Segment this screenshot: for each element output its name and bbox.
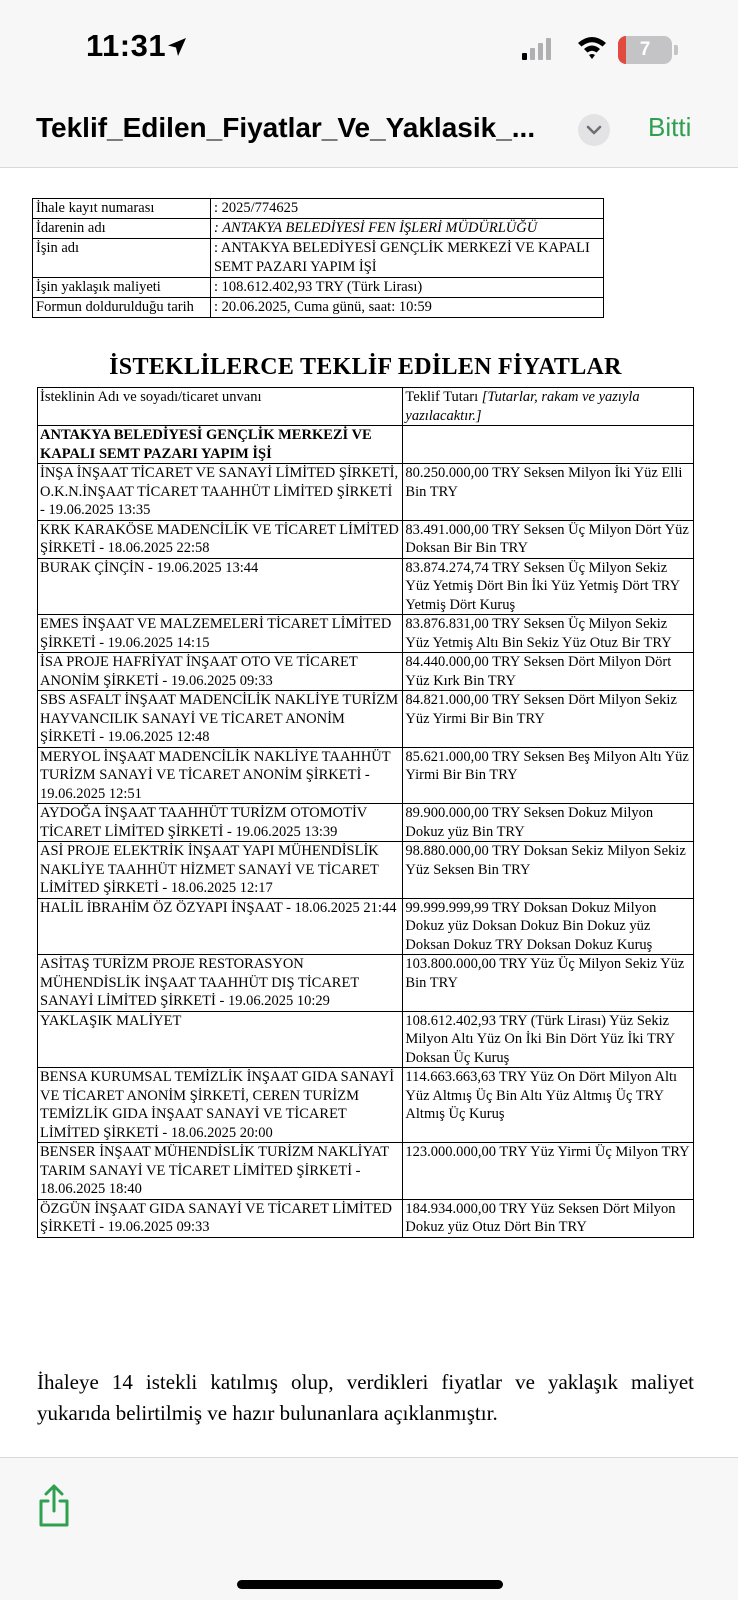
amount-header-note: [Tutarlar, rakam ve yazıyla yazılacaktır.] — [405, 389, 640, 424]
column-header-bidder: İsteklinin Adı ve soyadı/ticaret unvanı — [38, 388, 403, 426]
info-label: Formun doldurulduğu tarih — [33, 298, 211, 318]
info-value: : 20.06.2025, Cuma günü, saat: 10:59 — [211, 298, 604, 318]
table-row — [38, 898, 694, 955]
table-row — [38, 842, 694, 899]
info-value: : 108.612.402,93 TRY (Türk Lirası) — [211, 278, 604, 298]
project-title: ANTAKYA BELEDİYESİ GENÇLİK MERKEZİ VE KAPALI SEMT PAZARI YAPIM İŞİ — [38, 426, 403, 464]
bid-amount-cell: 99.999.999,99 TRY Doksan Dokuz Milyon Dokuz yüz Doksan Dokuz Bin Dokuz yüz Doksan Dokuz TRY Doksan Dokuz Kuruş — [403, 898, 694, 955]
location-arrow-icon — [166, 36, 188, 58]
title-menu-button[interactable] — [578, 114, 610, 146]
table-row — [38, 558, 694, 615]
table-row — [38, 1199, 694, 1237]
done-button[interactable]: Bitti — [648, 112, 692, 142]
bid-amount-cell: 108.612.402,93 TRY (Türk Lirası) Yüz Sekiz Milyon Altı Yüz On İki Bin Dört Yüz İki TRY Doksan Üç Kuruş — [403, 1011, 694, 1068]
bid-amount-cell: 83.491.000,00 TRY Seksen Üç Milyon Dört Yüz Doksan Bir Bin TRY — [403, 520, 694, 558]
cellular-signal-icon — [522, 38, 552, 60]
bid-amount-cell: 184.934.000,00 TRY Yüz Seksen Dört Milyon Dokuz yüz Otuz Dört Bin TRY — [403, 1199, 694, 1237]
table-row — [38, 615, 694, 653]
table-row — [38, 747, 694, 804]
info-row — [33, 239, 604, 278]
table-row — [38, 804, 694, 842]
bidder-name-cell: BURAK ÇİNÇİN - 19.06.2025 13:44 — [38, 558, 403, 615]
info-label: İhale kayıt numarası — [33, 199, 211, 219]
info-value: : ANTAKYA BELEDİYESİ GENÇLİK MERKEZİ VE KAPALI SEMT PAZARI YAPIM İŞİ — [211, 239, 604, 278]
bidder-name-cell: MERYOL İNŞAAT MADENCİLİK NAKLİYE TAAHHÜT TURİZM SANAYİ VE TİCARET ANONİM ŞİRKETİ - 19.06.2025 12:51 — [38, 747, 403, 804]
battery-level: 7 — [639, 39, 651, 60]
status-time: 11:31 — [86, 28, 167, 63]
table-row — [38, 1011, 694, 1068]
amount-header-text: Teklif Tutarı — [405, 389, 482, 405]
bid-amount-cell: 89.900.000,00 TRY Seksen Dokuz Milyon Dokuz yüz Bin TRY — [403, 804, 694, 842]
info-row — [33, 298, 604, 318]
bidder-name-cell: İNŞA İNŞAAT TİCARET VE SANAYİ LİMİTED ŞİRKETİ, O.K.N.İNŞAAT TİCARET TAAHHÜT LİMİTED ŞİRKETİ - 19.06.2025 13:35 — [38, 464, 403, 521]
document-page[interactable] — [0, 169, 738, 1457]
bid-amount-cell: 84.821.000,00 TRY Seksen Dört Milyon Sekiz Yüz Yirmi Bir Bin TRY — [403, 691, 694, 748]
bidder-name-cell: ASİ PROJE ELEKTRİK İNŞAAT YAPI MÜHENDİSLİK NAKLİYE TAAHHÜT HİZMET SANAYİ VE TİCARET LİMİTED ŞİRKETİ - 18.06.2025 12:17 — [38, 842, 403, 899]
chevron-down-icon — [586, 124, 602, 136]
battery-icon — [618, 36, 672, 64]
column-header-amount — [403, 388, 694, 426]
bidder-name-cell: ASİTAŞ TURİZM PROJE RESTORASYON MÜHENDİSLİK İNŞAAT TAAHHÜT DIŞ TİCARET SANAYİ LİMİTED ŞİRKETİ - 19.06.2025 10:29 — [38, 955, 403, 1012]
table-row — [38, 520, 694, 558]
bids-table — [37, 387, 694, 1238]
summary-text: İhaleye 14 istekli katılmış olup, verdikleri fiyatlar ve yaklaşık maliyet yukarıda belirtilmiş ve hazır bulunanlara açıklanmıştır. — [37, 1370, 694, 1425]
table-row — [38, 1068, 694, 1143]
bid-amount-cell: 83.874.274,74 TRY Seksen Üç Milyon Sekiz Yüz Yetmiş Dört Bin İki Yüz Yetmiş Dört TRY Yetmiş Dört Kuruş — [403, 558, 694, 615]
info-row — [33, 278, 604, 298]
info-label: İdarenin adı — [33, 219, 211, 239]
document-title: Teklif_Edilen_Fiyatlar_Ve_Yaklasik_... — [36, 112, 536, 143]
bid-amount-cell: 123.000.000,00 TRY Yüz Yirmi Üç Milyon TRY — [403, 1143, 694, 1200]
info-row — [33, 219, 604, 239]
status-bar — [0, 0, 738, 100]
tender-info-table — [32, 198, 604, 318]
table-row — [38, 464, 694, 521]
table-row — [38, 955, 694, 1012]
project-title-empty-cell — [403, 426, 694, 464]
bid-amount-cell: 85.621.000,00 TRY Seksen Beş Milyon Altı Yüz Yirmi Bir Bin TRY — [403, 747, 694, 804]
bids-heading: İSTEKLİLERCE TEKLİF EDİLEN FİYATLAR — [109, 354, 622, 380]
home-indicator[interactable] — [237, 1580, 503, 1589]
bottom-toolbar — [0, 1457, 738, 1600]
project-title-row — [38, 426, 694, 464]
bid-amount-cell: 103.800.000,00 TRY Yüz Üç Milyon Sekiz Yüz Bin TRY — [403, 955, 694, 1012]
bid-amount-cell: 98.880.000,00 TRY Doksan Sekiz Milyon Sekiz Yüz Seksen Bin TRY — [403, 842, 694, 899]
bidder-name-cell: BENSER İNŞAAT MÜHENDİSLİK TURİZM NAKLİYAT TARIM SANAYİ VE TİCARET LİMİTED ŞİRKETİ - 18.06.2025 18:40 — [38, 1143, 403, 1200]
table-header-row — [38, 388, 694, 426]
bidder-name-cell: İSA PROJE HAFRİYAT İNŞAAT OTO VE TİCARET ANONİM ŞİRKETİ - 19.06.2025 09:33 — [38, 653, 403, 691]
bidder-name-cell: AYDOĞA İNŞAAT TAAHHÜT TURİZM OTOMOTİV TİCARET LİMİTED ŞİRKETİ - 19.06.2025 13:39 — [38, 804, 403, 842]
info-value: : ANTAKYA BELEDİYESİ FEN İŞLERİ MÜDÜRLÜĞÜ — [211, 219, 604, 239]
bidder-name-cell: ÖZGÜN İNŞAAT GIDA SANAYİ VE TİCARET LİMİTED ŞİRKETİ - 19.06.2025 09:33 — [38, 1199, 403, 1237]
bid-amount-cell: 83.876.831,00 TRY Seksen Üç Milyon Sekiz Yüz Yetmiş Altı Bin Sekiz Yüz Otuz Bir TRY — [403, 615, 694, 653]
wifi-icon — [576, 34, 608, 60]
info-value: : 2025/774625 — [211, 199, 604, 219]
bidder-name-cell: BENSA KURUMSAL TEMİZLİK İNŞAAT GIDA SANAYİ VE TİCARET ANONİM ŞİRKETİ, CEREN TURİZM TEMİZLİK GIDA İNŞAAT SANAYİ VE TİCARET LİMİTED ŞİRKETİ - 18.06.2025 20:00 — [38, 1068, 403, 1143]
battery-nub — [674, 45, 678, 55]
bid-amount-cell: 80.250.000,00 TRY Seksen Milyon İki Yüz Elli Bin TRY — [403, 464, 694, 521]
bidder-name-cell: KRK KARAKÖSE MADENCİLİK VE TİCARET LİMİTED ŞİRKETİ - 18.06.2025 22:58 — [38, 520, 403, 558]
table-row — [38, 691, 694, 748]
info-row — [33, 199, 604, 219]
bid-amount-cell: 84.440.000,00 TRY Seksen Dört Milyon Dört Yüz Kırk Bin TRY — [403, 653, 694, 691]
info-label: İşin yaklaşık maliyeti — [33, 278, 211, 298]
table-row — [38, 1143, 694, 1200]
bidder-name-cell: HALİL İBRAHİM ÖZ ÖZYAPI İNŞAAT - 18.06.2025 21:44 — [38, 898, 403, 955]
bid-amount-cell: 114.663.663,63 TRY Yüz On Dört Milyon Altı Yüz Altmış Üç Bin Altı Yüz Altmış Üç TRY Altmış Üç Kuruş — [403, 1068, 694, 1143]
nav-bar — [0, 100, 738, 168]
share-icon[interactable] — [36, 1484, 72, 1528]
bidder-name-cell: YAKLAŞIK MALİYET — [38, 1011, 403, 1068]
bidder-name-cell: SBS ASFALT İNŞAAT MADENCİLİK NAKLİYE TURİZM HAYVANCILIK SANAYİ VE TİCARET ANONİM ŞİRKETİ - 19.06.2025 12:48 — [38, 691, 403, 748]
bidder-name-cell: EMES İNŞAAT VE MALZEMELERİ TİCARET LİMİTED ŞİRKETİ - 19.06.2025 14:15 — [38, 615, 403, 653]
table-row — [38, 653, 694, 691]
info-label: İşin adı — [33, 239, 211, 278]
